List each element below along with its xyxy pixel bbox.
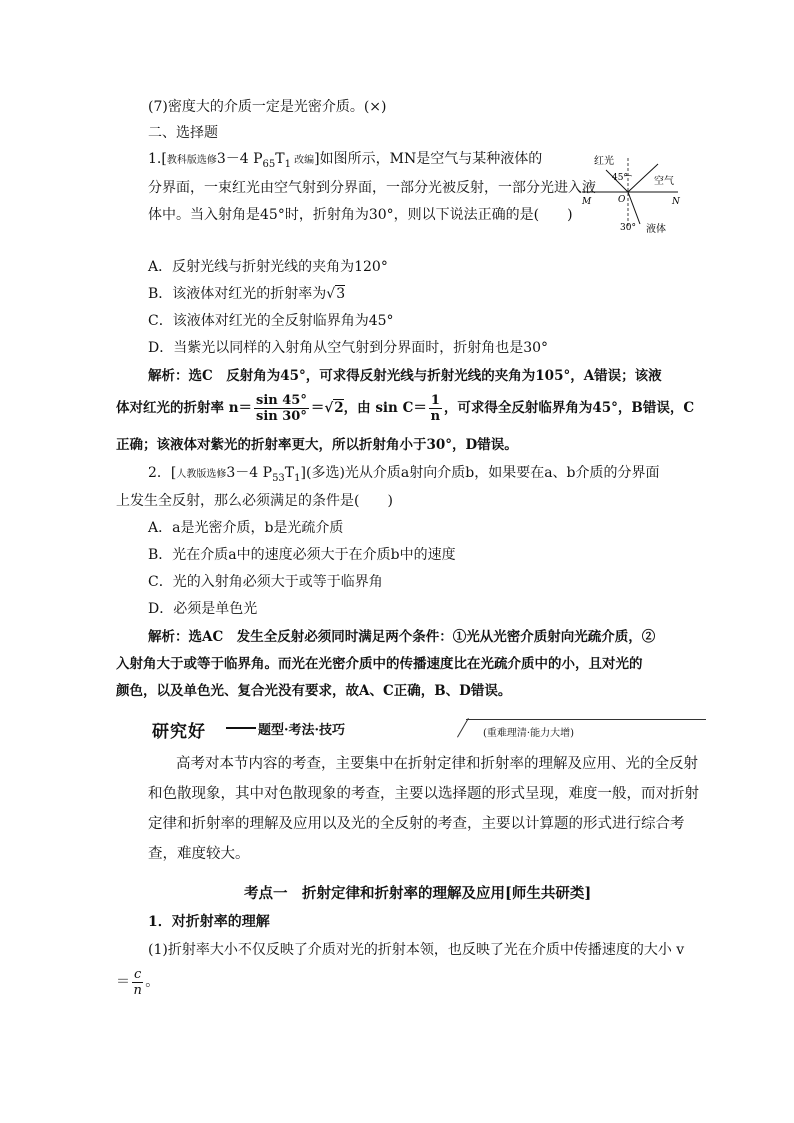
point-N-label: N (672, 197, 680, 207)
q2-option-a: A．a是光密介质，b是光疏介质 (148, 520, 344, 536)
section-heading-choice: 二、选择题 (148, 125, 218, 141)
banner-rule (466, 719, 706, 720)
q1-option-d: D．当紫光以同样的入射角从空气射到分界面时，折射角也是30° (148, 340, 549, 356)
statement-7: (7)密度大的介质一定是光密介质。(×) (148, 99, 387, 115)
refraction-diagram (578, 150, 718, 235)
question-1-line-3: 体中。当入射角是45°时，折射角为30°，则以下说法正确的是( ) (148, 207, 573, 223)
banner-dash (226, 727, 256, 729)
question-1-line-2: 分界面，一束红光由空气射到分界面，一部分光被反射，一部分光进入液 (148, 180, 596, 196)
q1-option-c: C．该液体对红光的全反射临界角为45° (148, 313, 394, 329)
q2-option-b: B．光在介质a中的速度必须大于在介质b中的速度 (148, 547, 456, 563)
subheading-1: 1．对折射率的理解 (148, 914, 270, 930)
banner-subtitle: 题型·考法·技巧 (258, 723, 346, 738)
q2-option-d: D．必须是单色光 (148, 601, 258, 617)
banner-note: (重难理清·能力大增) (483, 728, 574, 739)
q2-solution-line-3: 颜色，以及单色光、复合光没有要求，故A、C正确，B、D错误。 (116, 683, 512, 699)
q1-solution-line-1: 解析：选C 反射角为45°，可求得反射光线与折射光线的夹角为105°，A错误；该液 (148, 368, 662, 384)
point-M-label: M (582, 197, 592, 207)
question-2-line-1: 2．[人教版选修3－4 $P_{53}T_1$](多选)光从介质a射向介质b，如果要在a、b介质的分界面 (148, 465, 660, 484)
sub1-paragraph-line-1: (1)折射率大小不仅反映了介质对光的折射本领，也反映了光在介质中传播速度的大小 v (148, 942, 685, 958)
q1-solution-line-2: 体对红光的折射率 n＝ $\frac{\sin 45^\circ}{\sin 30^\circ}$ ＝√2，由 sin C＝ $\frac{1}{n}$ ，可求得全反射临界角为45°，B错误，C (116, 393, 695, 424)
liquid-label: 液体 (646, 224, 666, 235)
point-O-label: O (618, 195, 626, 205)
q1-option-b: B．该液体对红光的折射率为√3 (148, 286, 346, 302)
sub1-paragraph-line-2: ＝ $\frac{c}{n}$ 。 (116, 966, 160, 998)
question-2-line-2: 上发生全反射，那么必须满足的条件是( ) (116, 493, 393, 509)
q2-option-c: C．光的入射角必须大于或等于临界角 (148, 574, 383, 590)
refracted-ray (628, 192, 640, 224)
q1-option-a: A．反射光线与折射光线的夹角为120° (148, 259, 388, 275)
section-banner (148, 714, 708, 742)
q1-solution-line-3: 正确；该液体对紫光的折射率更大，所以折射角小于30°，D错误。 (116, 437, 518, 453)
intro-paragraph: 高考对本节内容的考查，主要集中在折射定律和折射率的理解及应用、光的全反射和色散现象，其中对色散现象的考查，主要以选择题的形式呈现，难度一般，而对折射定律和折射率的理解及应用以及光的全反射的考查，主要以计算题的形式进行综合考查，难度较大。 (148, 756, 699, 862)
red-light-label: 红光 (594, 156, 614, 167)
angle-30-label: 30° (620, 223, 636, 233)
banner-slash (457, 718, 470, 738)
q2-solution-line-2: 入射角大于或等于临界角。而光在光密介质中的传播速度比在光疏介质中的小，且对光的 (116, 656, 643, 672)
angle-45-label: 45° (612, 173, 628, 183)
q2-solution-line-1: 解析：选AC 发生全反射必须同时满足两个条件：①光从光密介质射向光疏介质，② (148, 629, 656, 645)
question-1-line-1: 1.[教科版选修3－4 $P_{65}T_1$ 改编]如图所示，MN是空气与某种液体的 (148, 151, 543, 170)
air-label: 空气 (654, 176, 674, 187)
banner-title: 研究好 (152, 722, 206, 742)
kaodian-heading: 考点一 折射定律和折射率的理解及应用[师生共研类] (244, 885, 592, 902)
